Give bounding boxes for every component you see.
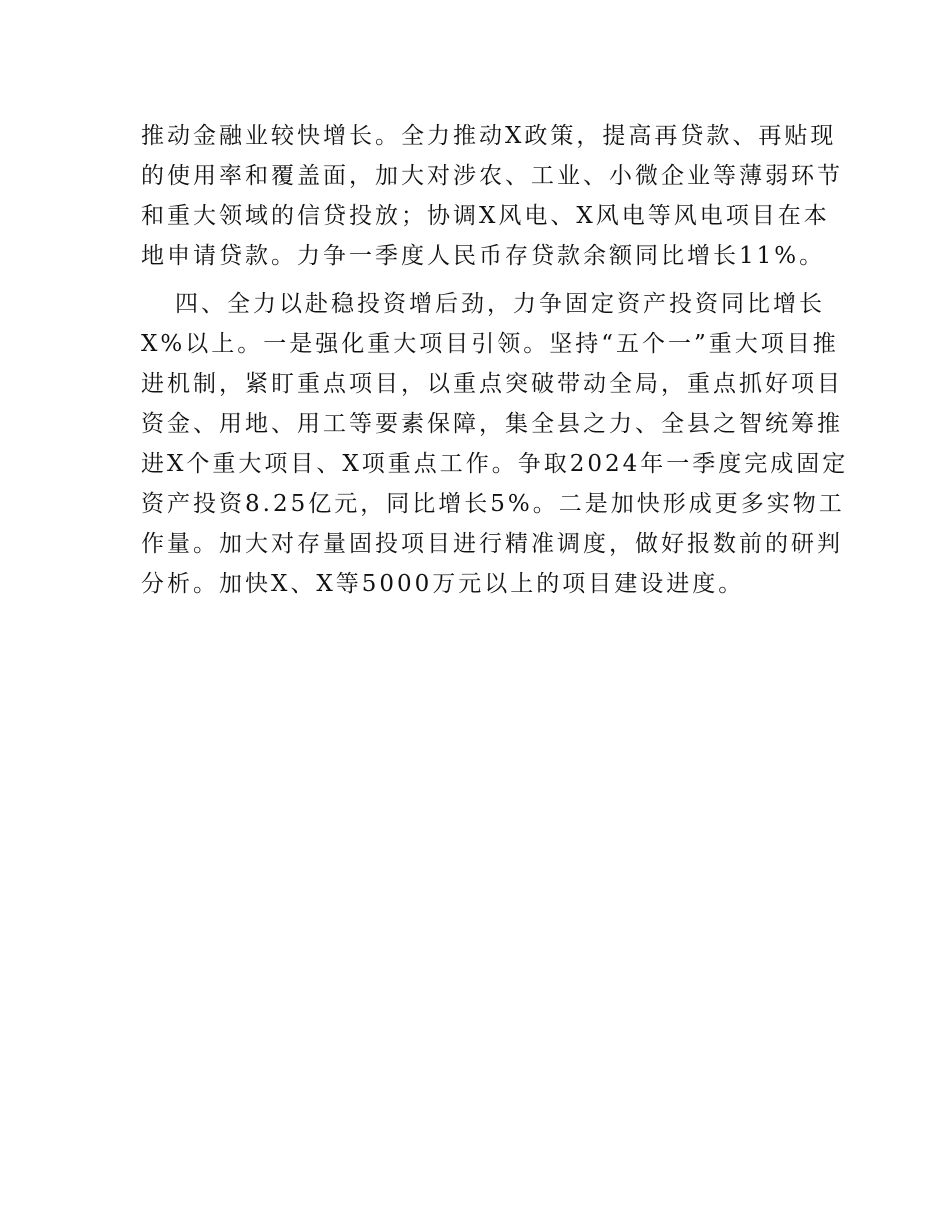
text-line: 作量。加大对存量固投项目进行精准调度，做好报数前的研判 bbox=[141, 531, 843, 557]
text-line: 资金、用地、用工等要素保障，集全县之力、全县之智统筹推 bbox=[141, 411, 843, 437]
text-line: 资产投资8.25亿元，同比增长5%。二是加快形成更多实物工 bbox=[141, 491, 845, 517]
text-line: X%以上。一是强化重大项目引领。坚持“五个一”重大项目推 bbox=[141, 331, 839, 357]
text-line: 进机制，紧盯重点项目，以重点突破带动全局，重点抓好项目 bbox=[141, 371, 843, 397]
document-body bbox=[141, 116, 849, 604]
text-line: 地申请贷款。力争一季度人民币存贷款余额同比增长11%。 bbox=[141, 243, 826, 269]
text-line: 和重大领域的信贷投放；协调X风电、X风电等风电项目在本 bbox=[141, 203, 830, 229]
text-line: 分析。加快X、X等5000万元以上的项目建设进度。 bbox=[141, 571, 745, 597]
text-line: 进X个重大项目、X项重点工作。争取2024年一季度完成固定 bbox=[141, 451, 849, 477]
paragraph-investment bbox=[141, 284, 849, 604]
text-line: 推动金融业较快增长。全力推动X政策，提高再贷款、再贴现 bbox=[141, 123, 837, 149]
text-line: 的使用率和覆盖面，加大对涉农、工业、小微企业等薄弱环节 bbox=[141, 163, 843, 189]
paragraph-financial-growth bbox=[141, 116, 843, 276]
text-line: 四、全力以赴稳投资增后劲，力争固定资产投资同比增长 bbox=[175, 291, 825, 317]
